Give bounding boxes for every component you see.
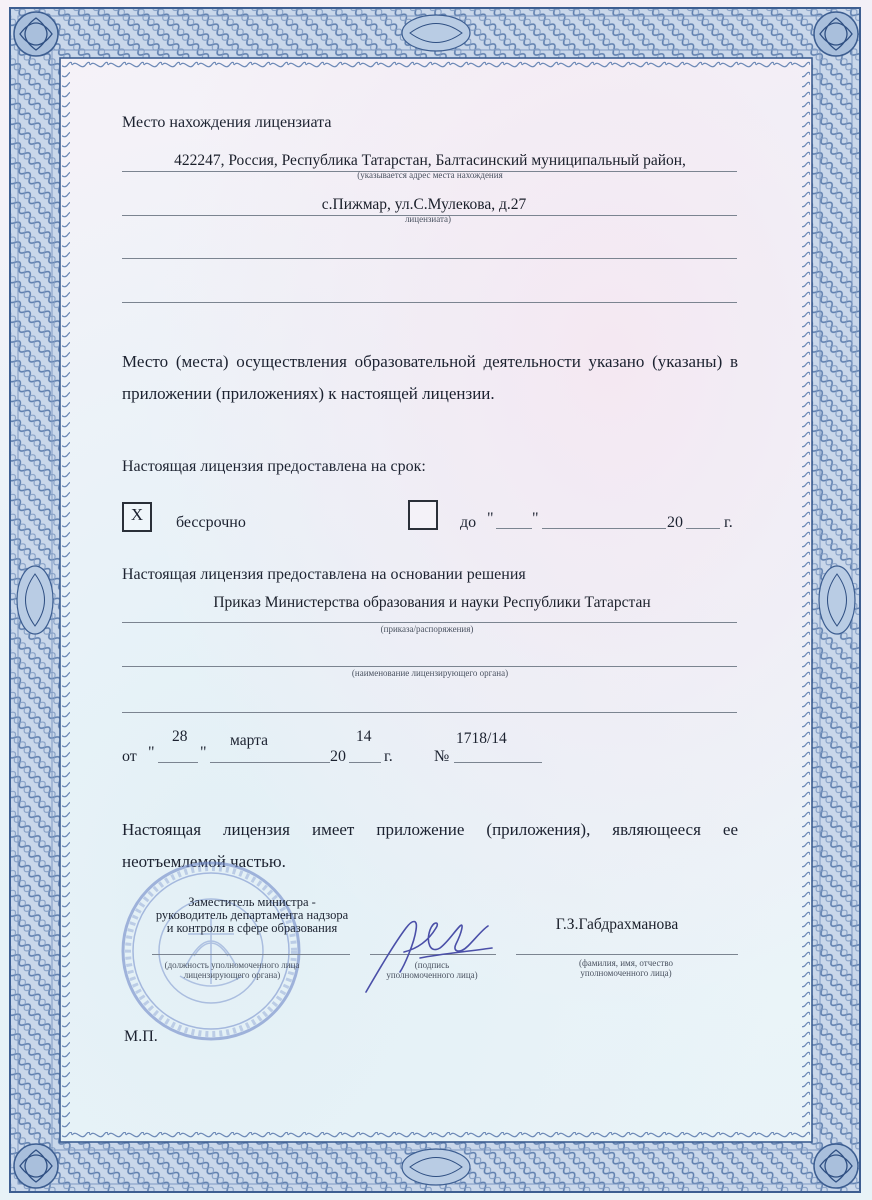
position-underline [152, 954, 350, 955]
order-year: 14 [356, 728, 372, 745]
order-number: 1718/14 [456, 730, 507, 747]
basis-label: Настоящая лицензия предоставлена на основании решения [122, 566, 526, 583]
order-month: марта [230, 732, 268, 749]
signatory-position [156, 896, 348, 935]
handwritten-signature [360, 908, 500, 996]
term-quote-close: " [532, 510, 539, 527]
term-until-prefix: до [460, 514, 477, 531]
checkbox-unlimited [122, 502, 152, 532]
signatory-name: Г.З.Габдрахманова [555, 916, 679, 933]
basis-hint-2: (наименование лицензирующего органа) [351, 668, 509, 678]
hint-position [165, 960, 300, 980]
address-line-1: 422247, Россия, Республика Татарстан, Балтасинский муниципальный район, [174, 152, 686, 169]
seal-place-label: М.П. [124, 1028, 158, 1045]
term-year-underline [686, 528, 720, 529]
term-quote-open: " [487, 510, 494, 527]
appendix-paragraph: Настоящая лицензия имеет приложение (приложения), являющееся ее неотъемлемой частью. [122, 820, 738, 871]
basis-underline-1 [122, 622, 737, 623]
checkbox-mark: X [130, 505, 144, 524]
basis-hint-1: (приказа/распоряжения) [380, 624, 474, 634]
address-hint-1: (указывается адрес места нахождения [357, 170, 503, 180]
hint-signature-line-2: уполномоченного лица) [386, 970, 478, 980]
order-day: 28 [172, 728, 188, 745]
address-line-2: с.Пижмар, ул.С.Мулекова, д.27 [321, 196, 527, 213]
address-underline-4 [122, 302, 737, 303]
hint-name-line-2: уполномоченного лица) [580, 968, 672, 978]
order-day-underline [158, 762, 198, 763]
location-label: Место нахождения лицензиата [122, 114, 332, 131]
basis-underline-2 [122, 666, 737, 667]
term-year-suffix: г. [724, 514, 733, 531]
address-underline-3 [122, 258, 737, 259]
order-number-underline [454, 762, 542, 763]
hint-name [579, 958, 673, 978]
order-year-underline [349, 762, 381, 763]
order-year-suffix: г. [384, 748, 393, 765]
order-quote-open: " [148, 744, 155, 761]
hint-position-line-1: (должность уполномоченного лица [164, 960, 300, 970]
order-century: 20 [330, 748, 346, 765]
basis-order: Приказ Министерства образования и науки Республики Татарстан [213, 594, 651, 611]
name-underline [516, 954, 738, 955]
basis-underline-3 [122, 712, 737, 713]
term-day-underline [496, 528, 532, 529]
address-hint-2: лицензиата) [404, 214, 452, 224]
official-seal-stamp [116, 856, 306, 1046]
term-century: 20 [667, 514, 683, 531]
term-label: Настоящая лицензия предоставлена на срок: [122, 458, 426, 475]
order-month-underline [210, 762, 330, 763]
activity-places-paragraph: Место (места) осуществления образовательной деятельности указано (указаны) в приложении (приложениях) к настоящей лицензии. [122, 352, 738, 403]
signatory-position-line-1: Заместитель министра - [188, 895, 316, 909]
order-from: от [122, 748, 137, 765]
term-unlimited-label: бессрочно [176, 514, 246, 531]
order-quote-close: " [200, 744, 207, 761]
checkbox-until [408, 500, 438, 530]
order-number-sign: № [434, 748, 450, 765]
hint-name-line-1: (фамилия, имя, отчество [578, 958, 674, 968]
term-month-underline [542, 528, 666, 529]
hint-position-line-2: лицензирующего органа) [183, 970, 281, 980]
signatory-position-line-3: и контроля в сфере образования [166, 921, 338, 935]
hint-signature-line-1: (подпись [414, 960, 450, 970]
signatory-position-line-2: руководитель департамента надзора [155, 908, 349, 922]
